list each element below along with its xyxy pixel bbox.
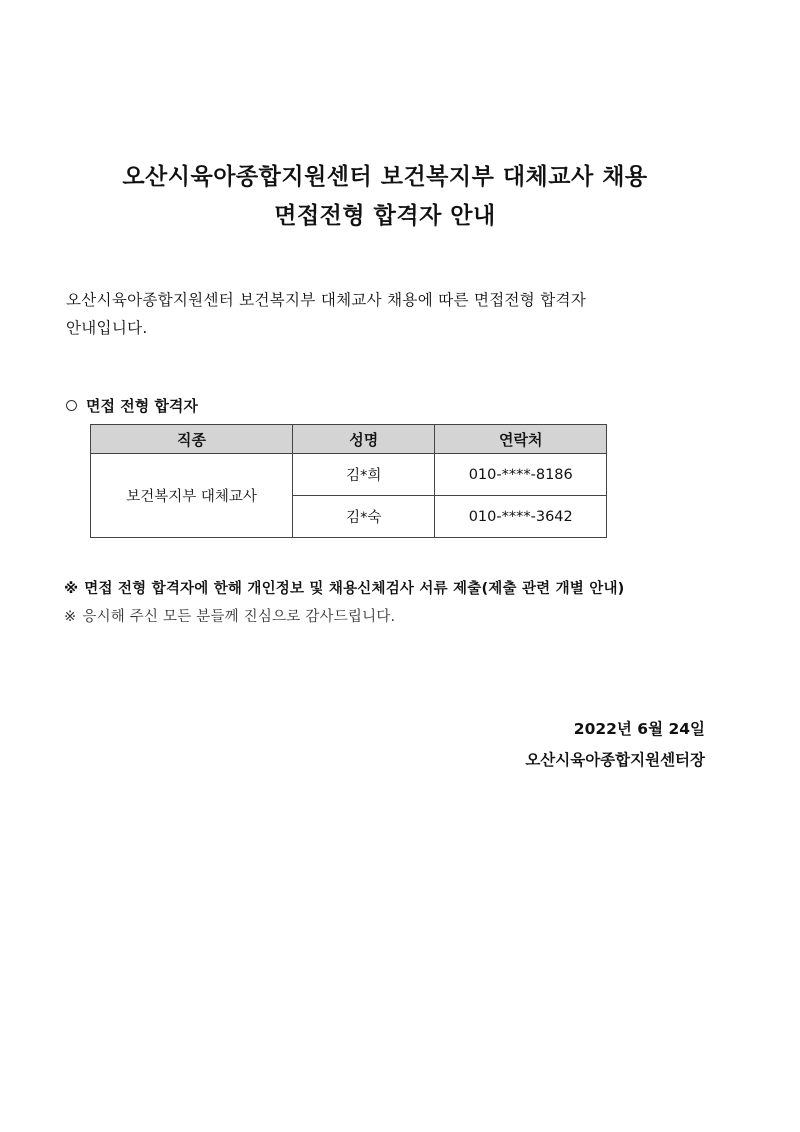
intro-text-line1: 오산시육아종합지원센터 보건복지부 대체교사 채용에 따른 면접전형 합격자: [66, 291, 587, 309]
document-title-line1: 오산시육아종합지원센터 보건복지부 대체교사 채용: [122, 164, 648, 190]
column-header-job: 직종: [91, 425, 293, 454]
table-header-row: [91, 425, 607, 454]
note-text-1: 면접 전형 합격자에 한해 개인정보 및 채용신체검사 서류 제출(제출 관련 개별 안내): [84, 581, 625, 597]
circle-bullet-icon: [66, 400, 77, 411]
contact-cell: 010-****-3642: [435, 496, 607, 538]
name-cell: 김*희: [293, 454, 435, 496]
job-cell: 보건복지부 대체교사: [91, 454, 293, 538]
name-cell: 김*숙: [293, 496, 435, 538]
applicant-table: [90, 424, 607, 538]
table-row: [91, 454, 607, 496]
reference-mark-icon: ※: [64, 609, 77, 625]
column-header-name: 성명: [293, 425, 435, 454]
reference-mark-icon: ※: [64, 581, 79, 597]
contact-cell: 010-****-8186: [435, 454, 607, 496]
issue-date: 2022년 6월 24일: [573, 720, 705, 738]
note-line1: [64, 577, 625, 598]
signer-name: 오산시육아종합지원센터장: [525, 751, 705, 769]
note-line2: [64, 605, 395, 626]
section-heading-label: 면접 전형 합격자: [86, 397, 198, 415]
column-header-contact: 연락처: [435, 425, 607, 454]
intro-text-line2: 안내입니다.: [66, 319, 148, 337]
document-title-line2: 면접전형 합격자 안내: [274, 203, 496, 229]
section-heading: [66, 395, 198, 416]
note-text-2: 응시해 주신 모든 분들께 진심으로 감사드립니다.: [82, 609, 396, 625]
